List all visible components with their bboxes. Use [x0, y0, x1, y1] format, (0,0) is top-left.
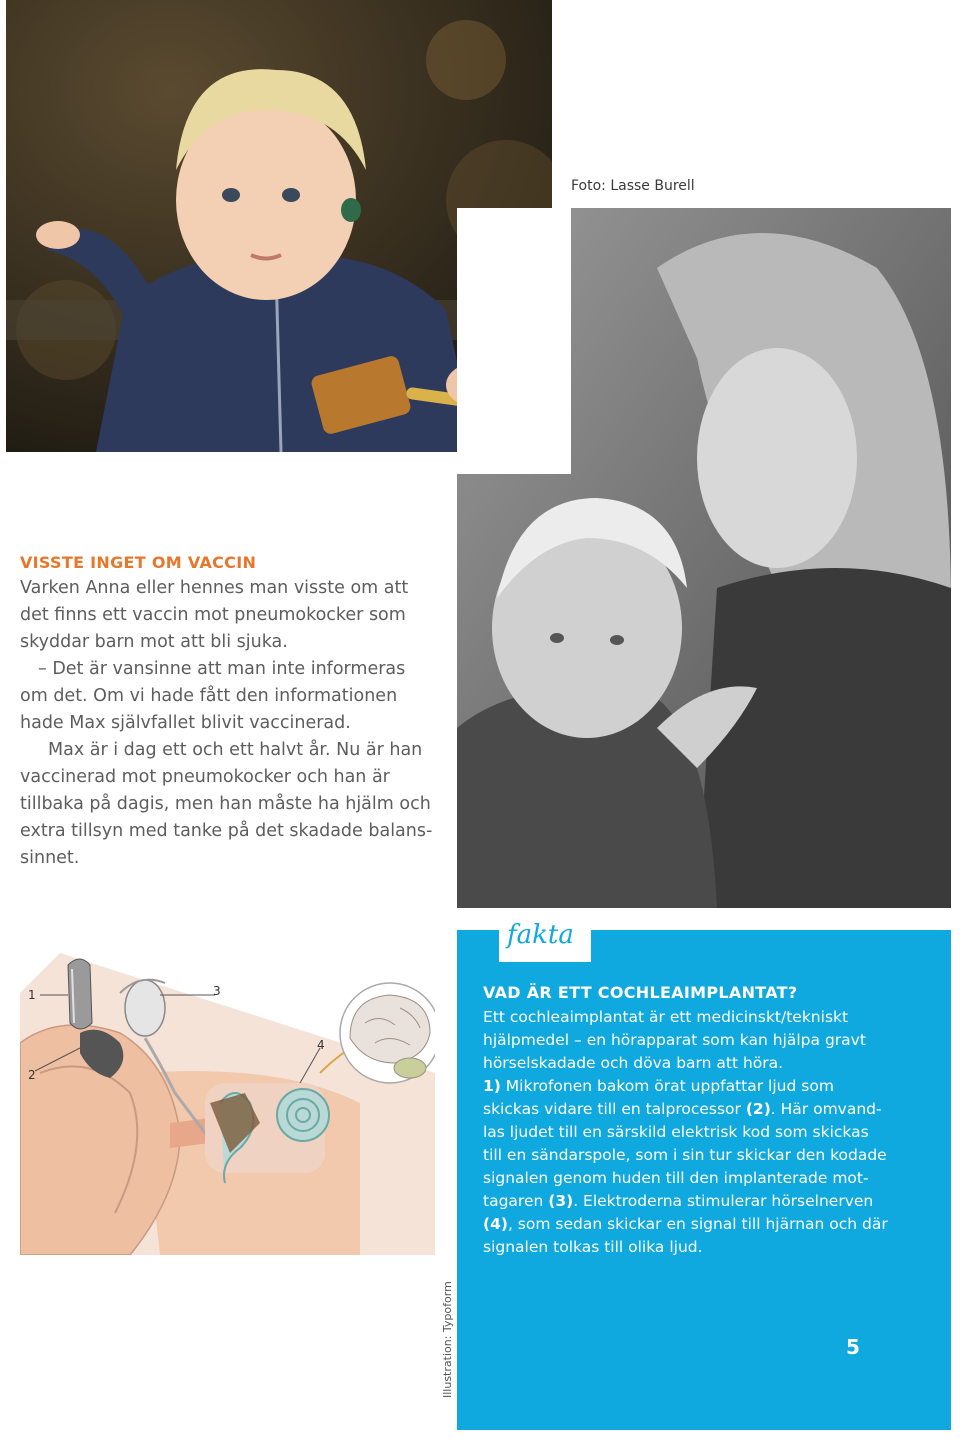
fakta-text: . Elektroderna stimulerar hörselnerven [573, 1192, 874, 1210]
fakta-text: skickas vidare till en talprocessor [483, 1100, 746, 1118]
fakta-line [483, 1215, 888, 1233]
fakta-line: hörselskadade och döva barn att höra. [483, 1054, 784, 1072]
page-number: 5 [846, 1335, 860, 1359]
fakta-ref-2: (2) [745, 1100, 771, 1118]
fakta-line [483, 1192, 873, 1210]
article-line: extra tillsyn med tanke på det skadade balans- [20, 821, 433, 841]
illustration-label-3: 3 [213, 984, 221, 998]
article-line: Max är i dag ett och ett halvt år. Nu är han [48, 740, 423, 760]
article-line: det finns ett vaccin mot pneumokocker som [20, 605, 406, 625]
illustration-label-1: 1 [28, 988, 36, 1002]
fakta-label: fakta [507, 920, 574, 950]
fakta-line: signalen tolkas till olika ljud. [483, 1238, 703, 1256]
fakta-ref-4: (4) [483, 1215, 508, 1233]
fakta-line [483, 1100, 882, 1118]
fakta-line: till en sändarspole, som i sin tur skickar den kodade [483, 1146, 887, 1164]
fakta-line: hjälpmedel – en hörapparat som kan hjälpa gravt [483, 1031, 866, 1049]
fakta-text: , som sedan skickar en signal till hjärnan och där [507, 1215, 888, 1233]
article-line: – Det är vansinne att man inte informeras [38, 659, 406, 679]
fakta-text: tagaren [483, 1192, 549, 1210]
fakta-line: las ljudet till en särskild elektrisk kod som skickas [483, 1123, 869, 1141]
article-line: hade Max självfallet blivit vaccinerad. [20, 713, 351, 733]
fakta-line: signalen genom huden till den implanterade mot- [483, 1169, 869, 1187]
article-heading: VISSTE INGET OM VACCIN [20, 553, 257, 572]
article-line: om det. Om vi hade fått den informationen [20, 686, 398, 706]
illustration-credit-text: Illustration: Typoform [441, 1281, 454, 1398]
cochlear-implant-illustration [20, 953, 435, 1255]
illustration-label-2: 2 [28, 1068, 36, 1082]
article-line: vaccinerad mot pneumokocker och han är [20, 767, 390, 787]
fakta-heading: VAD ÄR ETT COCHLEAIMPLANTAT? [483, 983, 798, 1002]
fakta-ref-3: (3) [548, 1192, 574, 1210]
fakta-text: . Här omvand- [770, 1100, 882, 1118]
article-line: tillbaka på dagis, men han måste ha hjälm och [20, 794, 431, 814]
article-line: sinnet. [20, 848, 80, 868]
fakta-line: Ett cochleaimplantat är ett medicinskt/tekniskt [483, 1008, 849, 1026]
fakta-text: Mikrofonen bakom örat uppfattar ljud som [500, 1077, 834, 1095]
mother-child-photo [457, 208, 951, 908]
fakta-line [483, 1077, 834, 1095]
article-line: Varken Anna eller hennes man visste om att [20, 578, 409, 598]
fakta-ref-1: 1) [483, 1077, 501, 1095]
illustration-label-4: 4 [317, 1038, 325, 1052]
photo-credit: Foto: Lasse Burell [571, 178, 695, 194]
article-line: skyddar barn mot att bli sjuka. [20, 632, 288, 652]
